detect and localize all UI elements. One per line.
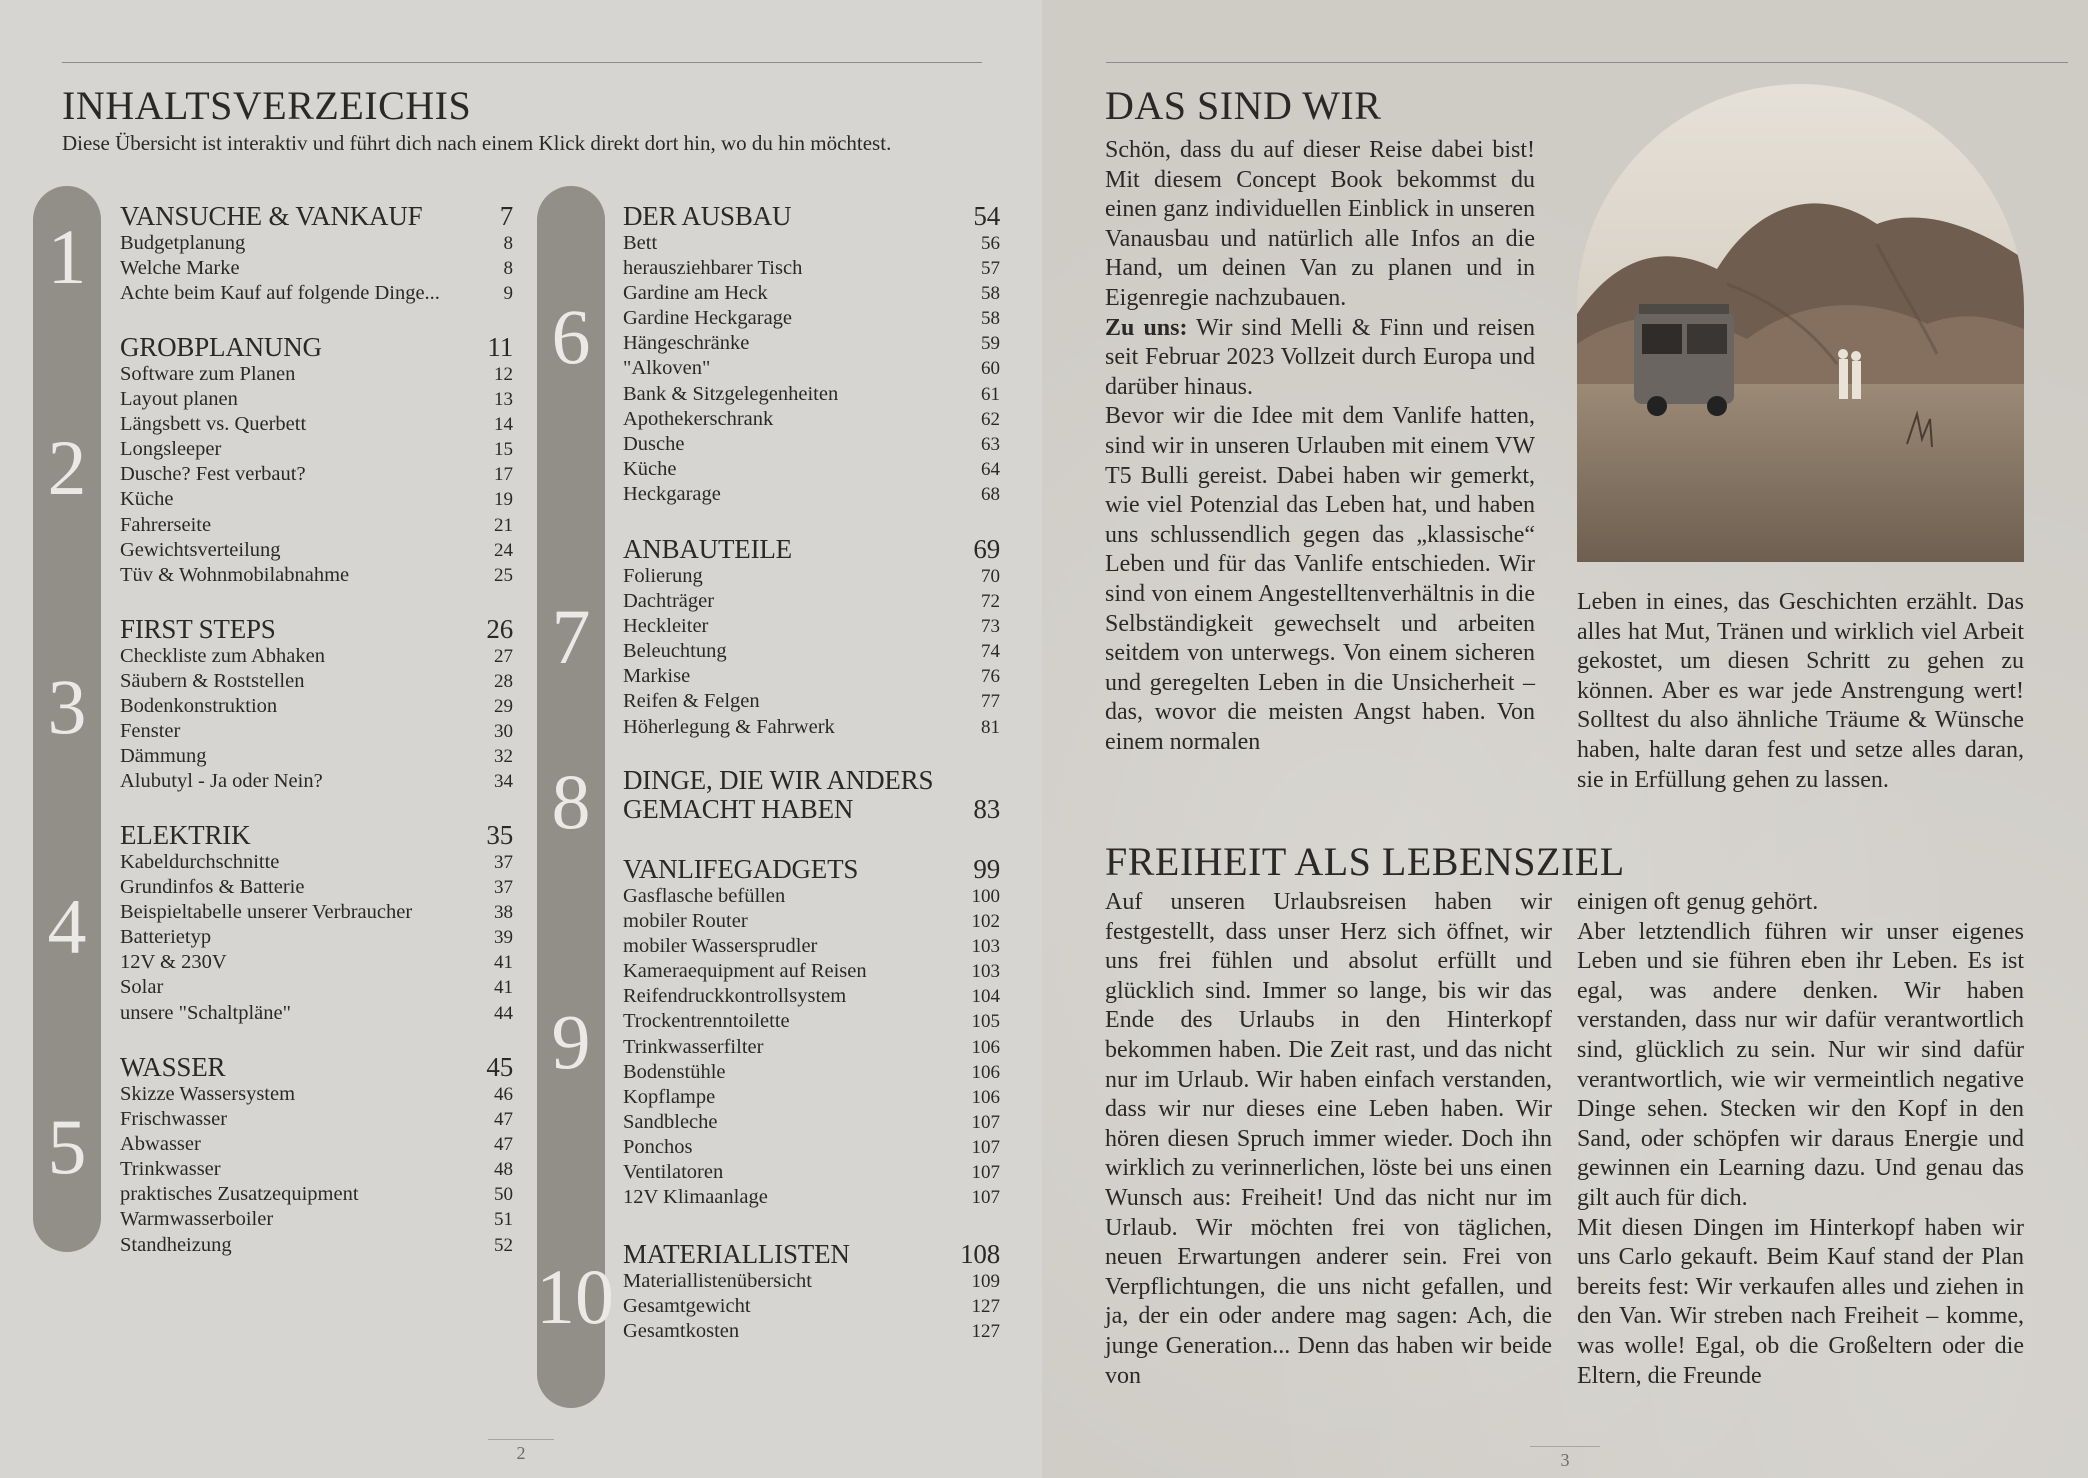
toc-item-link[interactable] (120, 281, 513, 306)
toc-item-link[interactable] (120, 1157, 513, 1182)
item-label: Beispieltabelle unserer Verbraucher (120, 901, 413, 924)
item-label: Welche Marke (120, 257, 240, 280)
toc-item-link[interactable] (120, 769, 513, 794)
toc-chapter-link[interactable] (120, 821, 513, 850)
freedom-title: FREIHEIT ALS LEBENSZIEL (1105, 839, 1625, 884)
item-label: Skizze Wassersystem (120, 1083, 296, 1105)
van-desert-photo (1577, 84, 2024, 562)
about-us-text: Wir sind Melli & Finn und reisen seit Februar 2023 Vollzeit durch Europa und darüber hinaus. (1105, 314, 1535, 400)
toc-item-link[interactable] (623, 1319, 1000, 1344)
chapter-page: 54 (973, 201, 1000, 231)
item-page: 103 (971, 936, 1000, 958)
item-page: 17 (494, 464, 513, 486)
toc-item-link[interactable] (623, 664, 1000, 689)
toc-item-link[interactable] (623, 382, 1000, 407)
item-page: 100 (971, 886, 1000, 907)
item-label: Bodenstühle (623, 1060, 726, 1083)
toc-section-2 (120, 333, 513, 588)
item-page: 14 (494, 414, 513, 436)
item-label: Dämmung (120, 745, 207, 768)
item-page: 29 (494, 696, 513, 718)
toc-section-7 (623, 535, 1000, 740)
about-intro: Schön, dass du auf dieser Reise dabei bist! Mit diesem Concept Book bekommst du einen ganz individuellen Einblick in unseren Vanausbau und natürlich alle Infos an die Hand, um deinen Van zu planen und in Eigenregie nachzubauen. (1105, 137, 1535, 311)
about-title: DAS SIND WIR (1105, 83, 1382, 128)
item-label: Gesamtkosten (623, 1320, 740, 1343)
item-page: 39 (494, 927, 513, 949)
toc-item-link[interactable] (623, 1009, 1000, 1034)
item-page: 102 (971, 911, 1000, 933)
item-label: Heckgarage (623, 482, 721, 505)
page-number-rule (1530, 1446, 1600, 1447)
item-page: 104 (971, 986, 1000, 1008)
toc-item-link[interactable] (623, 231, 1000, 256)
chapter-number-8: 8 (551, 758, 591, 845)
item-page: 74 (981, 641, 1000, 663)
item-page: 32 (494, 746, 513, 768)
toc-item-link[interactable] (120, 538, 513, 563)
item-page: 72 (981, 591, 1000, 613)
chapter-page: 108 (960, 1239, 1000, 1269)
item-label: Längsbett vs. Querbett (120, 413, 307, 436)
item-page: 30 (494, 721, 513, 743)
item-label: Reifen & Felgen (623, 690, 760, 713)
item-label: Solar (120, 976, 164, 999)
item-label: Kameraequipment auf Reisen (623, 960, 867, 983)
item-label: Software zum Planen (120, 363, 296, 385)
item-page: 46 (494, 1084, 513, 1105)
toc-item-link[interactable] (623, 331, 1000, 356)
item-label: 12V & 230V (120, 951, 227, 974)
item-page: 107 (971, 1162, 1000, 1184)
toc-chapter-link[interactable] (120, 615, 513, 644)
toc-item-link[interactable] (120, 462, 513, 487)
item-page: 60 (981, 358, 1000, 380)
item-page: 41 (494, 977, 513, 999)
chapter-number-10: 10 (536, 1253, 614, 1340)
page-number-rule (488, 1439, 554, 1440)
item-page: 8 (503, 233, 513, 254)
toc-section-3 (120, 615, 513, 795)
toc-section-6 (623, 202, 1000, 507)
item-page: 51 (494, 1209, 513, 1231)
toc-item-link[interactable] (120, 694, 513, 719)
freedom-paragraph-a: einigen oft genug gehört. (1577, 889, 1819, 915)
toc-item-link[interactable] (120, 231, 513, 256)
item-page: 28 (494, 671, 513, 693)
toc-item-link[interactable] (120, 1233, 513, 1258)
toc-item-link[interactable] (623, 909, 1000, 934)
toc-item-link[interactable] (120, 563, 513, 588)
toc-item-link[interactable] (623, 1060, 1000, 1085)
chapter-number-1: 1 (47, 213, 87, 300)
toc-item-link[interactable] (623, 432, 1000, 457)
item-label: Warmwasserboiler (120, 1208, 274, 1231)
item-label: Heckleiter (623, 615, 709, 638)
chapter-title: DINGE, DIE WIR ANDERS GEMACHT HABEN (623, 765, 934, 824)
item-page: 25 (494, 564, 513, 586)
about-story-continued: Leben in eines, das Geschichten erzählt. Das alles hat Mut, Tränen und wirklich viel Arbeit gekostet, um diesen Schritt zu gehen zu können. Aber es war jede Anstrengung wert! Solltest du also ähnliche Träume & Wünsche haben, halte daran fest und setze alles daran, sie in Erfüllung gehen zu lassen. (1577, 589, 2024, 793)
freedom-column-2 (1577, 888, 2024, 1391)
chapter-number-6: 6 (551, 293, 591, 380)
item-page: 107 (971, 1111, 1000, 1133)
item-label: Abwasser (120, 1133, 201, 1156)
toc-item-link[interactable] (120, 412, 513, 437)
item-label: Säubern & Roststellen (120, 670, 305, 693)
about-us-label: Zu uns: (1105, 314, 1188, 341)
item-label: herausziehbarer Tisch (623, 257, 803, 280)
item-page: 63 (981, 433, 1000, 455)
item-page: 50 (494, 1184, 513, 1206)
chapter-page: 69 (973, 534, 1000, 564)
item-label: Trinkwasser (120, 1158, 221, 1181)
item-page: 107 (971, 1136, 1000, 1158)
chapter-page: 83 (973, 794, 1000, 824)
item-label: Trinkwasserfilter (623, 1035, 764, 1058)
item-page: 47 (494, 1134, 513, 1156)
item-label: Standheizung (120, 1233, 232, 1256)
item-page: 52 (494, 1234, 513, 1256)
about-text-column (1105, 136, 1535, 757)
about-story: Bevor wir die Idee mit dem Vanlife hatten, sind wir in unseren Urlauben mit einem VW T5 Bulli gereist. Dabei haben wir gemerkt, wie viel Potenzial das Leben hat, und haben uns schlussendlich gegen das „klassische“ Leben und für das Vanlife entschieden. Wir sind von einem Angestelltenverhältnis in die Selbständigkeit gewechselt und arbeiten seitdem von unterwegs. Von einem sicheren und geregelten Leben in die Unsicherheit – das, wovor die meisten Angst haben. Von einem normalen (1105, 403, 1535, 755)
item-label: Tüv & Wohnmobilabnahme (120, 563, 350, 586)
toc-item-link[interactable] (623, 639, 1000, 664)
chapter-page: 35 (486, 820, 513, 850)
chapter-title: GROBPLANUNG (120, 332, 322, 362)
item-label: Fahrerseite (120, 513, 212, 536)
toc-section-10 (623, 1240, 1000, 1344)
item-page: 127 (971, 1296, 1000, 1318)
toc-item-link[interactable] (120, 1082, 513, 1107)
chapter-page: 26 (486, 614, 513, 644)
item-label: mobiler Router (623, 910, 748, 933)
item-page: 44 (494, 1002, 513, 1024)
item-page: 68 (981, 483, 1000, 505)
item-page: 37 (494, 852, 513, 873)
toc-title: INHALTSVERZEICHIS (62, 83, 472, 128)
toc-chapter-link[interactable] (623, 1240, 1000, 1269)
left-page (0, 0, 1042, 1478)
item-label: Fenster (120, 720, 181, 743)
toc-item-link[interactable] (623, 407, 1000, 432)
item-page: 21 (494, 514, 513, 536)
toc-item-link[interactable] (120, 875, 513, 900)
item-page: 73 (981, 616, 1000, 638)
item-label: Ponchos (623, 1135, 693, 1158)
item-page: 105 (971, 1011, 1000, 1033)
item-label: Trockentrenntoilette (623, 1010, 790, 1033)
item-page: 47 (494, 1109, 513, 1131)
toc-item-link[interactable] (120, 900, 513, 925)
item-page: 59 (981, 333, 1000, 355)
item-page: 106 (971, 1086, 1000, 1108)
item-page: 61 (981, 383, 1000, 405)
item-label: Alubutyl - Ja oder Nein? (120, 770, 323, 793)
item-page: 38 (494, 902, 513, 924)
item-label: Longsleeper (120, 438, 222, 461)
toc-item-link[interactable] (120, 644, 513, 669)
item-page: 62 (981, 408, 1000, 430)
toc-item-link[interactable] (623, 959, 1000, 984)
toc-chapter-link[interactable] (120, 333, 513, 362)
item-label: Dachträger (623, 590, 715, 613)
toc-item-link[interactable] (120, 1207, 513, 1232)
item-page: 109 (971, 1271, 1000, 1292)
toc-item-link[interactable] (623, 984, 1000, 1009)
toc-section-1 (120, 202, 513, 306)
chapter-title: DER AUSBAU (623, 201, 792, 231)
item-page: 41 (494, 952, 513, 974)
toc-item-link[interactable] (120, 513, 513, 538)
chapter-title: ELEKTRIK (120, 820, 251, 850)
chapter-title: FIRST STEPS (120, 614, 276, 644)
item-label: Bank & Sitzgelegenheiten (623, 382, 839, 405)
toc-item-link[interactable] (623, 934, 1000, 959)
toc-chapter-link[interactable] (623, 855, 1000, 884)
item-label: Layout planen (120, 388, 238, 411)
item-label: 12V Klimaanlage (623, 1186, 768, 1209)
item-label: unsere "Schaltpläne" (120, 1001, 291, 1024)
item-label: "Alkoven" (623, 357, 711, 380)
item-label: Achte beim Kauf auf folgende Dinge... (120, 282, 440, 305)
chapter-title: VANLIFEGADGETS (623, 854, 859, 884)
chapter-page: 45 (486, 1052, 513, 1082)
toc-item-link[interactable] (623, 614, 1000, 639)
chapter-title: VANSUCHE & VANKAUF (120, 201, 423, 231)
toc-item-link[interactable] (120, 925, 513, 950)
item-label: Batterietyp (120, 926, 212, 949)
item-page: 27 (494, 646, 513, 667)
item-label: Höherlegung & Fahrwerk (623, 715, 835, 738)
van-shape (1634, 304, 1734, 416)
toc-item-link[interactable] (120, 1132, 513, 1157)
toc-item-link[interactable] (623, 1185, 1000, 1210)
item-page: 107 (971, 1187, 1000, 1209)
chapter-page: 99 (973, 854, 1000, 884)
item-page: 127 (971, 1321, 1000, 1343)
toc-chapter-link[interactable] (120, 1053, 513, 1082)
toc-item-link[interactable] (623, 715, 1000, 740)
toc-item-link[interactable] (120, 975, 513, 1000)
toc-section-9 (623, 855, 1000, 1210)
item-page: 77 (981, 691, 1000, 713)
freedom-column-1: Auf unseren Urlaubsreisen haben wir festgestellt, dass unser Herz sich öffnet, wir uns frei fühlen und absolut erfüllt und glücklich sind. Immer so lange, bis wir das Ende des Urlaubs in den Hinterkopf bekommen haben. Die Zeit rast, und das nicht nur im Urlaub. Wir haben einfach verstanden, dass wir nur dieses eine Leben haben. Wir hören diesen Spruch immer wieder. Doch ihn wirklich zu verinnerlichen, löste bei uns einen Wunsch aus: Freiheit! Und das nicht nur im Urlaub. Wir möchten frei von täglichen, neuen Erwartungen anderer sein. Frei von Verpflichtungen, die uns nicht gefallen, und ja, der ein oder andere mag sagen: Ach, die junge Generation... Denn das haben wir beide von (1105, 889, 1552, 1389)
toc-item-link[interactable] (120, 387, 513, 412)
item-label: Kabeldurchschnitte (120, 851, 280, 873)
toc-item-link[interactable] (623, 564, 1000, 589)
toc-item-link[interactable] (120, 256, 513, 281)
top-rule (1106, 62, 2068, 63)
item-label: Budgetplanung (120, 232, 246, 254)
item-page: 81 (981, 716, 1000, 738)
item-label: Gardine Heckgarage (623, 307, 793, 330)
chapter-number-7: 7 (551, 593, 591, 680)
toc-item-link[interactable] (623, 482, 1000, 507)
item-page: 56 (981, 233, 1000, 254)
item-page: 76 (981, 666, 1000, 688)
toc-item-link[interactable] (623, 457, 1000, 482)
toc-item-link[interactable] (120, 1182, 513, 1207)
toc-item-link[interactable] (120, 1107, 513, 1132)
item-label: Küche (623, 457, 677, 480)
chapter-number-2: 2 (47, 424, 87, 511)
item-page: 13 (494, 389, 513, 411)
item-label: Bodenkonstruktion (120, 695, 278, 718)
chapter-title: WASSER (120, 1052, 226, 1082)
item-label: Gardine am Heck (623, 282, 768, 305)
toc-item-link[interactable] (623, 589, 1000, 614)
item-page: 64 (981, 458, 1000, 480)
item-label: Sandbleche (623, 1110, 718, 1133)
chapter-title: ANBAUTEILE (623, 534, 792, 564)
toc-item-link[interactable] (120, 362, 513, 387)
chapter-title: MATERIALLISTEN (623, 1239, 850, 1269)
page-number: 3 (1560, 1450, 1570, 1470)
toc-section-8 (623, 766, 1000, 824)
item-page: 57 (981, 258, 1000, 280)
toc-chapter-link[interactable] (623, 535, 1000, 564)
item-label: Folierung (623, 565, 703, 587)
chapter-number-5: 5 (47, 1103, 87, 1190)
item-label: Gesamtgewicht (623, 1295, 751, 1318)
item-label: Beleuchtung (623, 640, 727, 663)
toc-chapter-link[interactable] (623, 202, 1000, 231)
toc-chapter-link[interactable] (623, 766, 1000, 824)
toc-item-link[interactable] (623, 1135, 1000, 1160)
toc-item-link[interactable] (623, 281, 1000, 306)
toc-item-link[interactable] (120, 719, 513, 744)
item-label: Reifendruckkontrollsystem (623, 985, 847, 1008)
item-page: 12 (494, 364, 513, 385)
item-label: praktisches Zusatzequipment (120, 1183, 359, 1206)
chapter-number-3: 3 (47, 663, 87, 750)
toc-item-link[interactable] (623, 1294, 1000, 1319)
item-label: Checkliste zum Abhaken (120, 645, 325, 667)
toc-item-link[interactable] (120, 850, 513, 875)
chapter-page: 11 (487, 332, 513, 362)
toc-item-link[interactable] (120, 487, 513, 512)
chapter-number-9: 9 (551, 998, 591, 1085)
page-number: 2 (516, 1443, 526, 1463)
toc-subtitle: Diese Übersicht ist interaktiv und führt dich nach einem Klick direkt dort hin, wo du hin möchtest. (62, 131, 892, 155)
toc-section-5 (120, 1053, 513, 1258)
item-page: 19 (494, 489, 513, 511)
item-label: Dusche? Fest verbaut? (120, 463, 306, 486)
toc-item-link[interactable] (120, 1001, 513, 1026)
toc-item-link[interactable] (623, 884, 1000, 909)
toc-item-link[interactable] (623, 1035, 1000, 1060)
freedom-paragraph-b: Aber letztendlich führen wir unser eigenes Leben und sie führen eben ihr Leben. Es ist egal, was andere denken. Wir haben verstanden, dass nur wir dafür verantwortlich sind, glücklich zu sein. Nur wir sind dafür verantwortlich, wie wir vermeintlich negative Dinge sehen. Stecken wir den Kopf in den Sand, oder schöpfen wir daraus Energie und gewinnen ein Learning dazu. Und genau das gilt auch für dich. (1577, 918, 2024, 1211)
toc-item-link[interactable] (623, 689, 1000, 714)
item-label: Materiallistenübersicht (623, 1270, 812, 1292)
item-label: Apothekerschrank (623, 407, 774, 430)
item-page: 70 (981, 566, 1000, 587)
item-page: 37 (494, 877, 513, 899)
toc-item-link[interactable] (623, 1160, 1000, 1185)
item-label: Hängeschränke (623, 332, 750, 355)
item-page: 48 (494, 1159, 513, 1181)
toc-item-link[interactable] (623, 1110, 1000, 1135)
photo-illustration (1577, 84, 2024, 562)
item-page: 9 (503, 283, 513, 305)
item-page: 106 (971, 1061, 1000, 1083)
item-page: 58 (981, 283, 1000, 305)
top-rule (62, 62, 982, 63)
about-us-paragraph (1105, 314, 1535, 403)
item-page: 15 (494, 439, 513, 461)
item-label: Markise (623, 665, 691, 688)
freedom-paragraph-c: Mit diesen Dingen im Hinterkopf haben wir uns Carlo gekauft. Beim Kauf stand der Plan bereits fest: Wir verkaufen alles und ziehen in den Van. Wir streben nach Freiheit – komme, was wolle! Egal, ob die Großeltern oder die Eltern, die Freunde (1577, 1214, 2024, 1389)
item-page: 24 (494, 539, 513, 561)
toc-item-link[interactable] (623, 1085, 1000, 1110)
toc-chapter-link[interactable] (120, 202, 513, 231)
toc-item-link[interactable] (623, 256, 1000, 281)
item-page: 34 (494, 771, 513, 793)
chapter-number-4: 4 (47, 883, 87, 970)
toc-section-4 (120, 821, 513, 1026)
item-label: mobiler Wassersprudler (623, 935, 818, 958)
toc-item-link[interactable] (623, 1269, 1000, 1294)
toc-item-link[interactable] (623, 356, 1000, 381)
item-page: 106 (971, 1036, 1000, 1058)
item-page: 58 (981, 308, 1000, 330)
item-label: Kopflampe (623, 1085, 716, 1108)
toc-item-link[interactable] (120, 950, 513, 975)
item-label: Grundinfos & Batterie (120, 876, 305, 899)
toc-item-link[interactable] (120, 669, 513, 694)
toc-item-link[interactable] (120, 437, 513, 462)
item-label: Frischwasser (120, 1108, 228, 1131)
item-label: Küche (120, 488, 174, 511)
toc-item-link[interactable] (623, 306, 1000, 331)
item-page: 8 (503, 258, 513, 280)
item-label: Ventilatoren (623, 1161, 724, 1184)
item-page: 103 (971, 961, 1000, 983)
toc-item-link[interactable] (120, 744, 513, 769)
chapter-page: 7 (499, 201, 513, 231)
item-label: Gewichtsverteilung (120, 538, 281, 561)
item-label: Bett (623, 232, 658, 254)
item-label: Dusche (623, 432, 685, 455)
item-label: Gasflasche befüllen (623, 885, 786, 907)
